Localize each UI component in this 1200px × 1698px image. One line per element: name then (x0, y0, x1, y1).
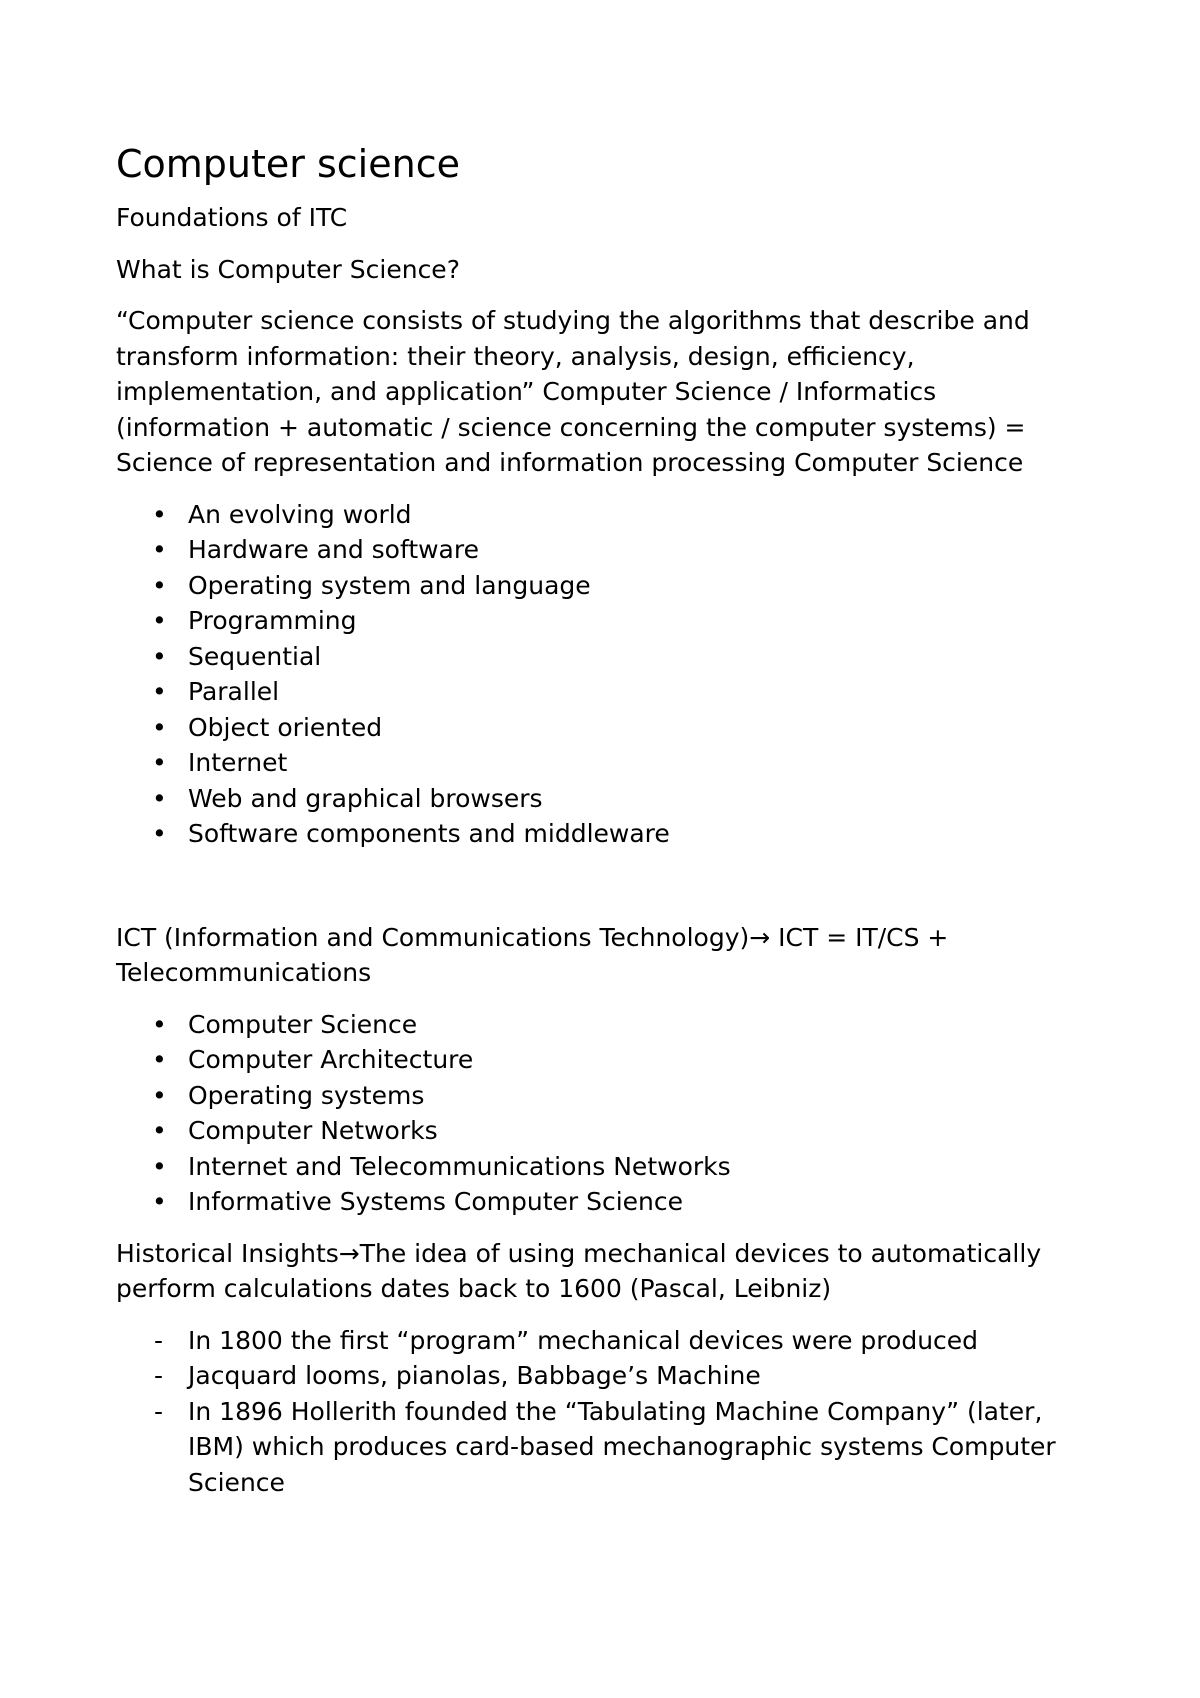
list-item: - In 1800 the first “program” mechanical devices were produced (116, 1323, 1096, 1359)
list-item: • Computer Science (116, 1007, 1096, 1043)
list-item: - In 1896 Hollerith founded the “Tabulating Machine Company” (later, IBM) which produces card-based mechanographic systems Computer Science (116, 1394, 1096, 1501)
list-item: • Parallel (116, 674, 1096, 710)
list-item: • Software components and middleware (116, 816, 1096, 852)
history-list (116, 1323, 1096, 1501)
list-item: • Programming (116, 603, 1096, 639)
list-item: - Jacquard looms, pianolas, Babbage’s Machine (116, 1358, 1096, 1394)
question-heading: What is Computer Science? (116, 254, 460, 284)
history-paragraph: Historical Insights→The idea of using mechanical devices to automatically perform calculations dates back to 1600 (Pascal, Leibniz) (116, 1238, 1042, 1303)
list-item: • An evolving world (116, 497, 1096, 533)
list-item: • Computer Networks (116, 1113, 1096, 1149)
list-item: • Object oriented (116, 710, 1096, 746)
list-item: • Informative Systems Computer Science (116, 1184, 1096, 1220)
list-item: • Operating systems (116, 1078, 1096, 1114)
blank-space (116, 868, 1096, 920)
document-subtitle: Foundations of ITC (116, 203, 348, 232)
list-item: • Operating system and language (116, 568, 1096, 604)
list-item: • Web and graphical browsers (116, 781, 1096, 817)
topics-list (116, 497, 1096, 852)
ict-list (116, 1007, 1096, 1220)
definition-paragraph: “Computer science consists of studying the algorithms that describe and transform information: their theory, analysis, design, efficiency, implementation, and application” Computer Science / Informatics (information + automatic / science concerning the computer systems) = Science of representation and information processing Computer Science (116, 306, 1030, 477)
document-body (116, 138, 1096, 1516)
list-item: • Computer Architecture (116, 1042, 1096, 1078)
list-item: • Sequential (116, 639, 1096, 675)
list-item: • Hardware and software (116, 532, 1096, 568)
list-item: • Internet (116, 745, 1096, 781)
list-item: • Internet and Telecommunications Networks (116, 1149, 1096, 1185)
document-title: Computer science (116, 142, 460, 186)
ict-paragraph: ICT (Information and Communications Technology)→ ICT = IT/CS + Telecommunications (116, 922, 949, 987)
